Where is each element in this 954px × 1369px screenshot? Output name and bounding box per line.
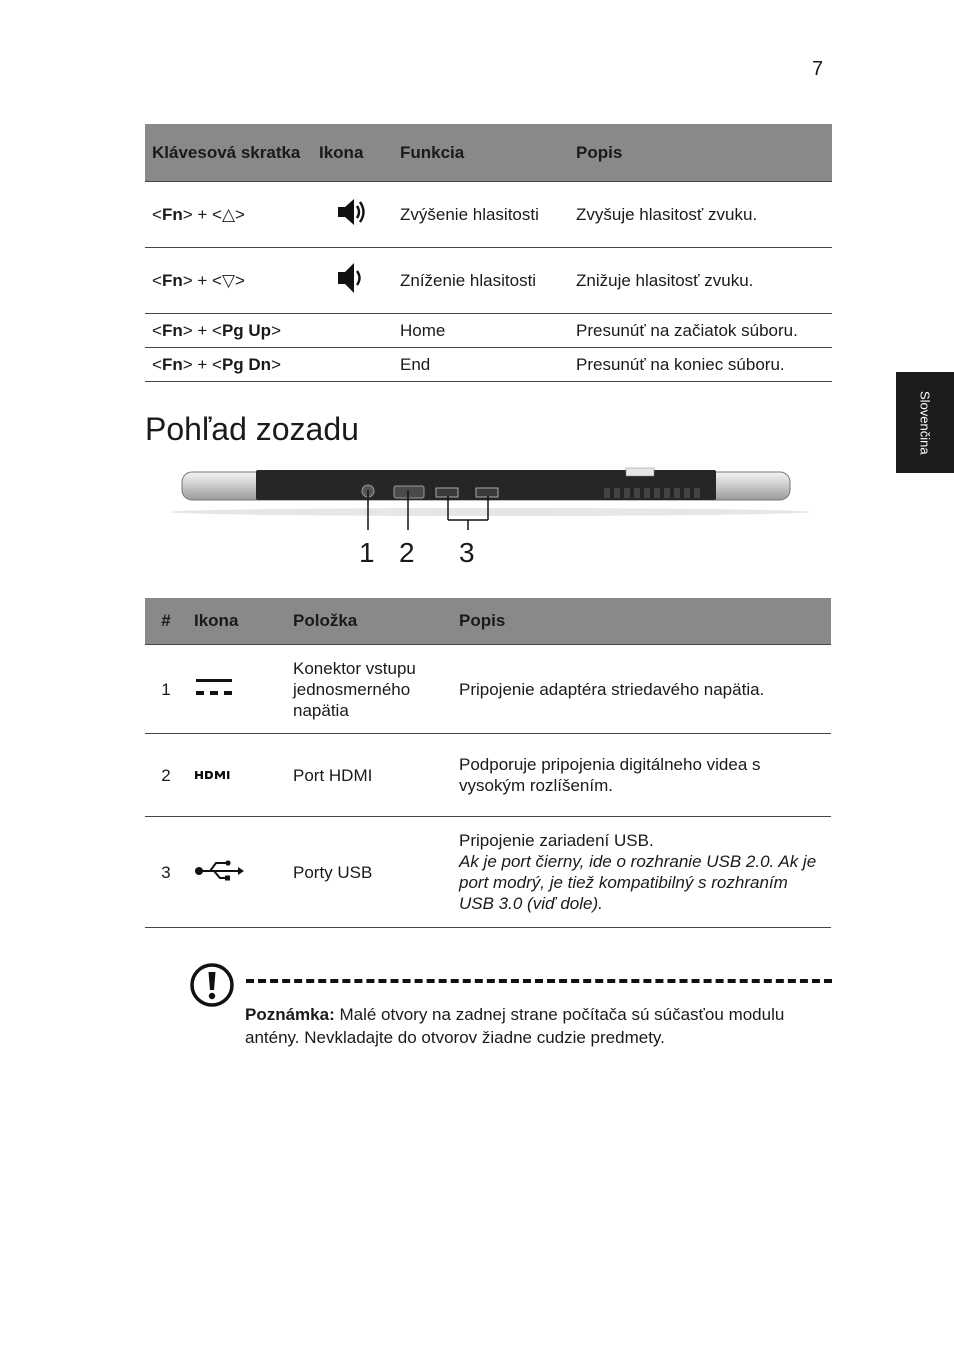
function-cell: Home [393,314,569,348]
header-icon: Ikona [312,124,393,182]
dc-in-icon [194,675,234,699]
function-cell: Zníženie hlasitosti [393,248,569,314]
description-text: Pripojenie zariadení USB. [459,831,654,850]
header-description: Popis [569,124,832,182]
table-row [145,314,832,348]
description-cell [452,817,831,928]
function-cell: End [393,348,569,382]
shortcut-table [145,124,832,382]
table-row [145,348,832,382]
shortcut-cell: <Fn> + <Pg Up> [145,314,312,348]
shortcut-cell: <Fn> + <△> [145,182,312,248]
header-description: Popis [452,598,831,645]
description-cell: Presunúť na začiatok súboru. [569,314,832,348]
table-row [145,734,831,817]
table-header-row [145,598,831,645]
section-title: Pohľad zozadu [145,411,359,447]
table-header-row [145,124,832,182]
ports-table [145,598,831,928]
shortcut-cell: <Fn> + <▽> [145,248,312,314]
header-item: Položka [286,598,452,645]
hdmi-icon [194,769,234,781]
number-cell: 3 [145,817,187,928]
number-cell: 2 [145,734,187,817]
description-cell: Presunúť na koniec súboru. [569,348,832,382]
note-text [245,1003,805,1049]
language-tab: Slovenčina [896,372,954,473]
note-label: Poznámka: [245,1005,335,1024]
function-cell: Zvýšenie hlasitosti [393,182,569,248]
callout-3: 3 [459,537,475,568]
note-body: Malé otvory na zadnej strane počítača sú súčasťou modulu antény. Nevkladajte do otvorov žiadne cudzie predmety. [245,1005,785,1047]
header-number: # [145,598,187,645]
shortcut-cell: <Fn> + <Pg Dn> [145,348,312,382]
table-row [145,645,831,734]
description-cell: Pripojenie adaptéra striedavého napätia. [452,645,831,734]
description-cell: Podporuje pripojenia digitálneho videa s vysokým rozlíšením. [452,734,831,817]
usb-icon [194,857,244,883]
callout-1: 1 [359,537,375,568]
description-cell: Zvyšuje hlasitosť zvuku. [569,182,832,248]
description-cell: Znižuje hlasitosť zvuku. [569,248,832,314]
header-icon: Ikona [187,598,286,645]
table-row [145,182,832,248]
description-note: Ak je port čierny, ide o rozhranie USB 2.0. Ak je port modrý, je tiež kompatibilný s rozhraním USB 3.0 (viď dole). [459,852,817,913]
warning-icon [189,962,235,1008]
volume-down-icon [336,261,370,295]
item-cell: Port HDMI [286,734,452,817]
page-number: 7 [812,58,824,80]
header-function: Funkcia [393,124,569,182]
table-row [145,817,831,928]
callout-lines [160,490,520,540]
item-cell: Konektor vstupu jednosmerného napätia [286,645,452,734]
header-shortcut: Klávesová skratka [145,124,312,182]
number-cell: 1 [145,645,187,734]
item-cell: Porty USB [286,817,452,928]
note-divider [246,979,832,983]
callout-2: 2 [399,537,415,568]
volume-up-icon [336,197,370,227]
table-row [145,248,832,314]
